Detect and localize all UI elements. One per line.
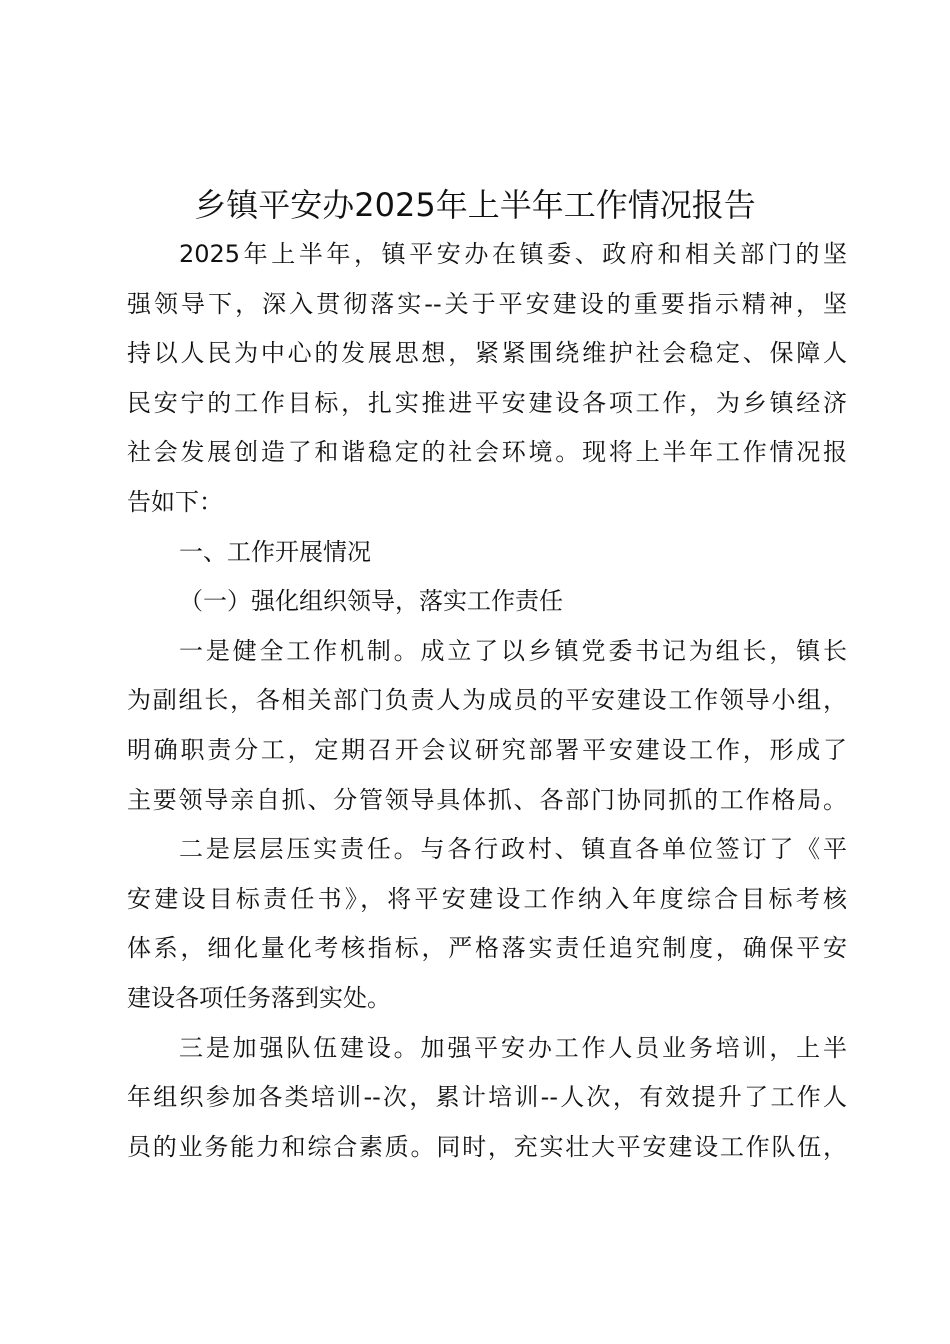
paragraph-intro-line-3: 持以人民为中心的发展思想，紧紧围绕维护社会稳定、保障人 bbox=[127, 339, 847, 368]
paragraph-team-line-3: 员的业务能力和综合素质。同时，充实壮大平安建设工作队伍， bbox=[127, 1132, 847, 1161]
paragraph-mechanism-line-2: 为副组长，各相关部门负责人为成员的平安建设工作领导小组， bbox=[127, 686, 847, 715]
paragraph-responsibility-line-3: 体系，细化量化考核指标，严格落实责任追究制度，确保平安 bbox=[127, 934, 847, 963]
paragraph-mechanism-line-4: 主要领导亲自抓、分管领导具体抓、各部门协同抓的工作格局。 bbox=[127, 785, 847, 814]
paragraph-team-line-2: 年组织参加各类培训--次，累计培训--人次，有效提升了工作人 bbox=[127, 1083, 847, 1112]
paragraph-intro-line-4: 民安宁的工作目标，扎实推进平安建设各项工作，为乡镇经济 bbox=[127, 388, 847, 417]
paragraph-mechanism-line-3: 明确职责分工，定期召开会议研究部署平安建设工作，形成了 bbox=[127, 735, 847, 764]
document-body bbox=[127, 230, 847, 1172]
paragraph-intro-line-5: 社会发展创造了和谐稳定的社会环境。现将上半年工作情况报 bbox=[127, 438, 847, 467]
document-title: 乡镇平安办2025年上半年工作情况报告 bbox=[194, 186, 756, 224]
paragraph-responsibility-line-2: 安建设目标责任书》，将平安建设工作纳入年度综合目标考核 bbox=[127, 884, 847, 913]
subsection-heading-1: （一）强化组织领导，落实工作责任 bbox=[179, 587, 563, 616]
paragraph-responsibility-line-1: 二是层层压实责任。与各行政村、镇直各单位签订了《平 bbox=[179, 835, 847, 864]
paragraph-team-line-1: 三是加强队伍建设。加强平安办工作人员业务培训，上半 bbox=[179, 1033, 847, 1062]
paragraph-mechanism-line-1: 一是健全工作机制。成立了以乡镇党委书记为组长，镇长 bbox=[179, 636, 847, 665]
paragraph-intro-line-6: 告如下： bbox=[127, 487, 223, 516]
paragraph-intro-line-1: 2025年上半年，镇平安办在镇委、政府和相关部门的坚 bbox=[179, 240, 847, 268]
paragraph-intro-line-2: 强领导下，深入贯彻落实--关于平安建设的重要指示精神，坚 bbox=[127, 289, 847, 318]
paragraph-responsibility-line-4: 建设各项任务落到实处。 bbox=[127, 983, 391, 1012]
section-heading-1: 一、工作开展情况 bbox=[179, 537, 371, 566]
